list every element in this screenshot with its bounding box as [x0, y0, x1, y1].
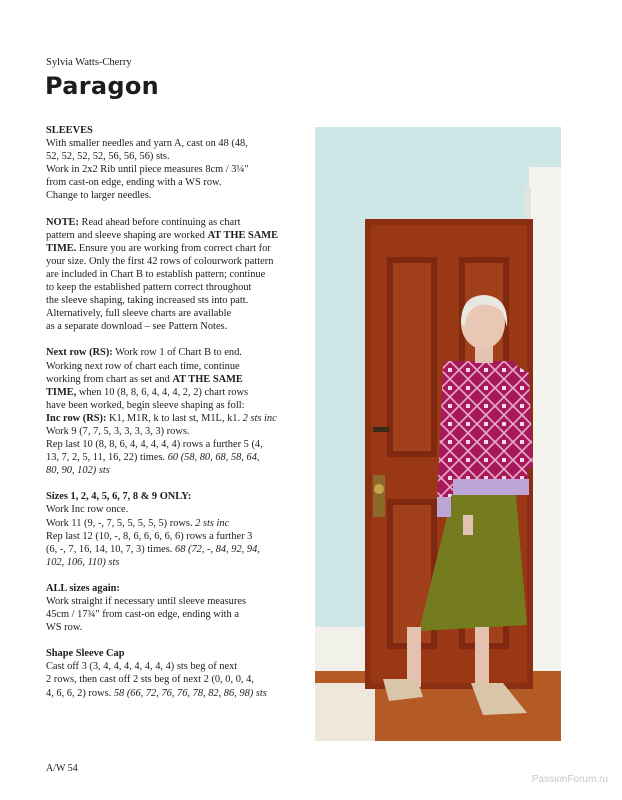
- next-row-line: [46, 346, 308, 359]
- all-sizes-line: 45cm / 17¾" from cast-on edge, ending with a: [46, 609, 239, 621]
- note-text: Ensure you are working from correct chart for: [76, 242, 271, 254]
- next-row-text: when 10 (8, 8, 6, 4, 4, 4, 2, 2) chart rows: [76, 386, 249, 398]
- sizes-text: (6, -, 7, 16, 14, 10, 7, 3) times.: [46, 543, 176, 555]
- inc-row-line: Work 9 (7, 7, 5, 3, 3, 3, 3, 3) rows.: [46, 425, 190, 437]
- sleeve-cap-count: 58 (66, 72, 76, 76, 78, 82, 86, 98) sts: [113, 687, 267, 699]
- inc-row-line: Rep last 10 (8, 8, 6, 4, 4, 4, 4, 4) rows a further 5 (4,: [46, 439, 263, 451]
- sleeves-line: from cast-on edge, ending with a WS row.: [46, 177, 222, 189]
- sleeve-cap-line: Cast off 3 (3, 4, 4, 4, 4, 4, 4, 4) sts beg of next: [46, 661, 238, 673]
- inc-row-line: 80, 90, 102) sts: [46, 465, 110, 477]
- note-emphasis: AT THE SAME: [207, 229, 279, 241]
- note-line: the sleeve shaping, taking increased sts into patt.: [46, 295, 249, 307]
- model-photo: [315, 127, 561, 741]
- inc-row-count: 2 sts inc: [242, 412, 277, 424]
- note-text: Read ahead before continuing as chart: [78, 216, 241, 228]
- note-line: as a separate download – see Pattern Notes.: [46, 321, 228, 333]
- next-row-emphasis: TIME,: [46, 386, 77, 398]
- next-row-text: Work row 1 of Chart B to end.: [112, 347, 242, 359]
- next-row-text: working from chart as set and: [46, 373, 173, 385]
- inc-row-text: 13, 7, 2, 5, 11, 16, 22) times.: [46, 452, 168, 464]
- note-line: your size. Only the first 42 rows of colourwork pattern: [46, 255, 274, 267]
- sizes-text: Work 11 (9, -, 7, 5, 5, 5, 5, 5) rows.: [46, 517, 196, 529]
- door-frame: [529, 167, 561, 741]
- note-line: [46, 229, 308, 242]
- sizes-line: [46, 543, 308, 556]
- inc-row-label: Inc row (RS):: [46, 412, 107, 424]
- author-name: Sylvia Watts-Cherry: [46, 57, 132, 68]
- door-knob-plate: [373, 475, 385, 517]
- next-row-line: have been worked, begin sleeve shaping as foll:: [46, 399, 245, 411]
- sleeve-cap-text: 4, 6, 6, 2) rows.: [46, 687, 114, 699]
- next-row-line: Working next row of chart each time, continue: [46, 360, 240, 372]
- next-row-emphasis: AT THE SAME: [172, 373, 243, 385]
- note-line: Alternatively, full sleeve charts are available: [46, 308, 232, 320]
- sleeves-line: With smaller needles and yarn A, cast on 48 (48,: [46, 138, 248, 150]
- all-sizes-heading: ALL sizes again:: [46, 582, 120, 594]
- all-sizes-line: Work straight if necessary until sleeve measures: [46, 596, 246, 607]
- inc-row-text: K1, M1R, k to last st, M1L, k1.: [106, 412, 243, 424]
- note-emphasis: TIME.: [46, 242, 77, 254]
- sizes-count: 2 sts inc: [195, 517, 230, 529]
- sizes-heading: Sizes 1, 2, 4, 5, 6, 7, 8 & 9 ONLY:: [46, 491, 192, 503]
- sizes-line: Rep last 12 (10, -, 8, 6, 6, 6, 6, 6) rows a further 3: [46, 530, 253, 542]
- next-row-line: [46, 386, 308, 399]
- sizes-line: Work Inc row once.: [46, 504, 129, 516]
- sizes-line: [46, 517, 308, 530]
- next-row-line: [46, 373, 308, 386]
- inc-row-line: [46, 451, 308, 464]
- inc-row-line: [46, 412, 308, 425]
- sleeve-cap-heading: Shape Sleeve Cap: [46, 648, 125, 660]
- sleeves-line: Work in 2x2 Rib until piece measures 8cm / 3¼": [46, 164, 249, 176]
- site-watermark: PassionForum.ru: [531, 774, 608, 785]
- shoe: [383, 679, 423, 701]
- inc-row-count: 60 (58, 80, 68, 58, 64,: [167, 452, 260, 464]
- pattern-title: Paragon: [45, 72, 160, 100]
- note-line: [46, 216, 308, 229]
- all-sizes-line: WS row.: [46, 622, 83, 634]
- page-folio: A/W 54: [46, 763, 78, 774]
- sleeve-cap-line: [46, 687, 308, 700]
- sleeve-cap-line: 2 rows, then cast off 2 sts beg of next 2 (0, 0, 0, 4,: [46, 674, 254, 686]
- note-text: pattern and sleeve shaping are worked: [46, 229, 208, 241]
- next-row-label: Next row (RS):: [46, 347, 113, 359]
- note-line: to keep the established pattern correct throughout: [46, 282, 252, 294]
- note-label: NOTE:: [46, 216, 79, 228]
- sizes-count: 68 (72, -, 84, 92, 94,: [175, 543, 260, 555]
- instructions-column: [46, 124, 308, 700]
- note-line: [46, 242, 308, 255]
- sleeves-line: Change to larger needles.: [46, 190, 152, 202]
- sleeves-heading: SLEEVES: [46, 125, 93, 136]
- sleeves-line: 52, 52, 52, 52, 56, 56, 56) sts.: [46, 151, 170, 163]
- note-line: are included in Chart B to establish pattern; continue: [46, 268, 266, 280]
- sizes-line: 102, 106, 110) sts: [46, 556, 120, 568]
